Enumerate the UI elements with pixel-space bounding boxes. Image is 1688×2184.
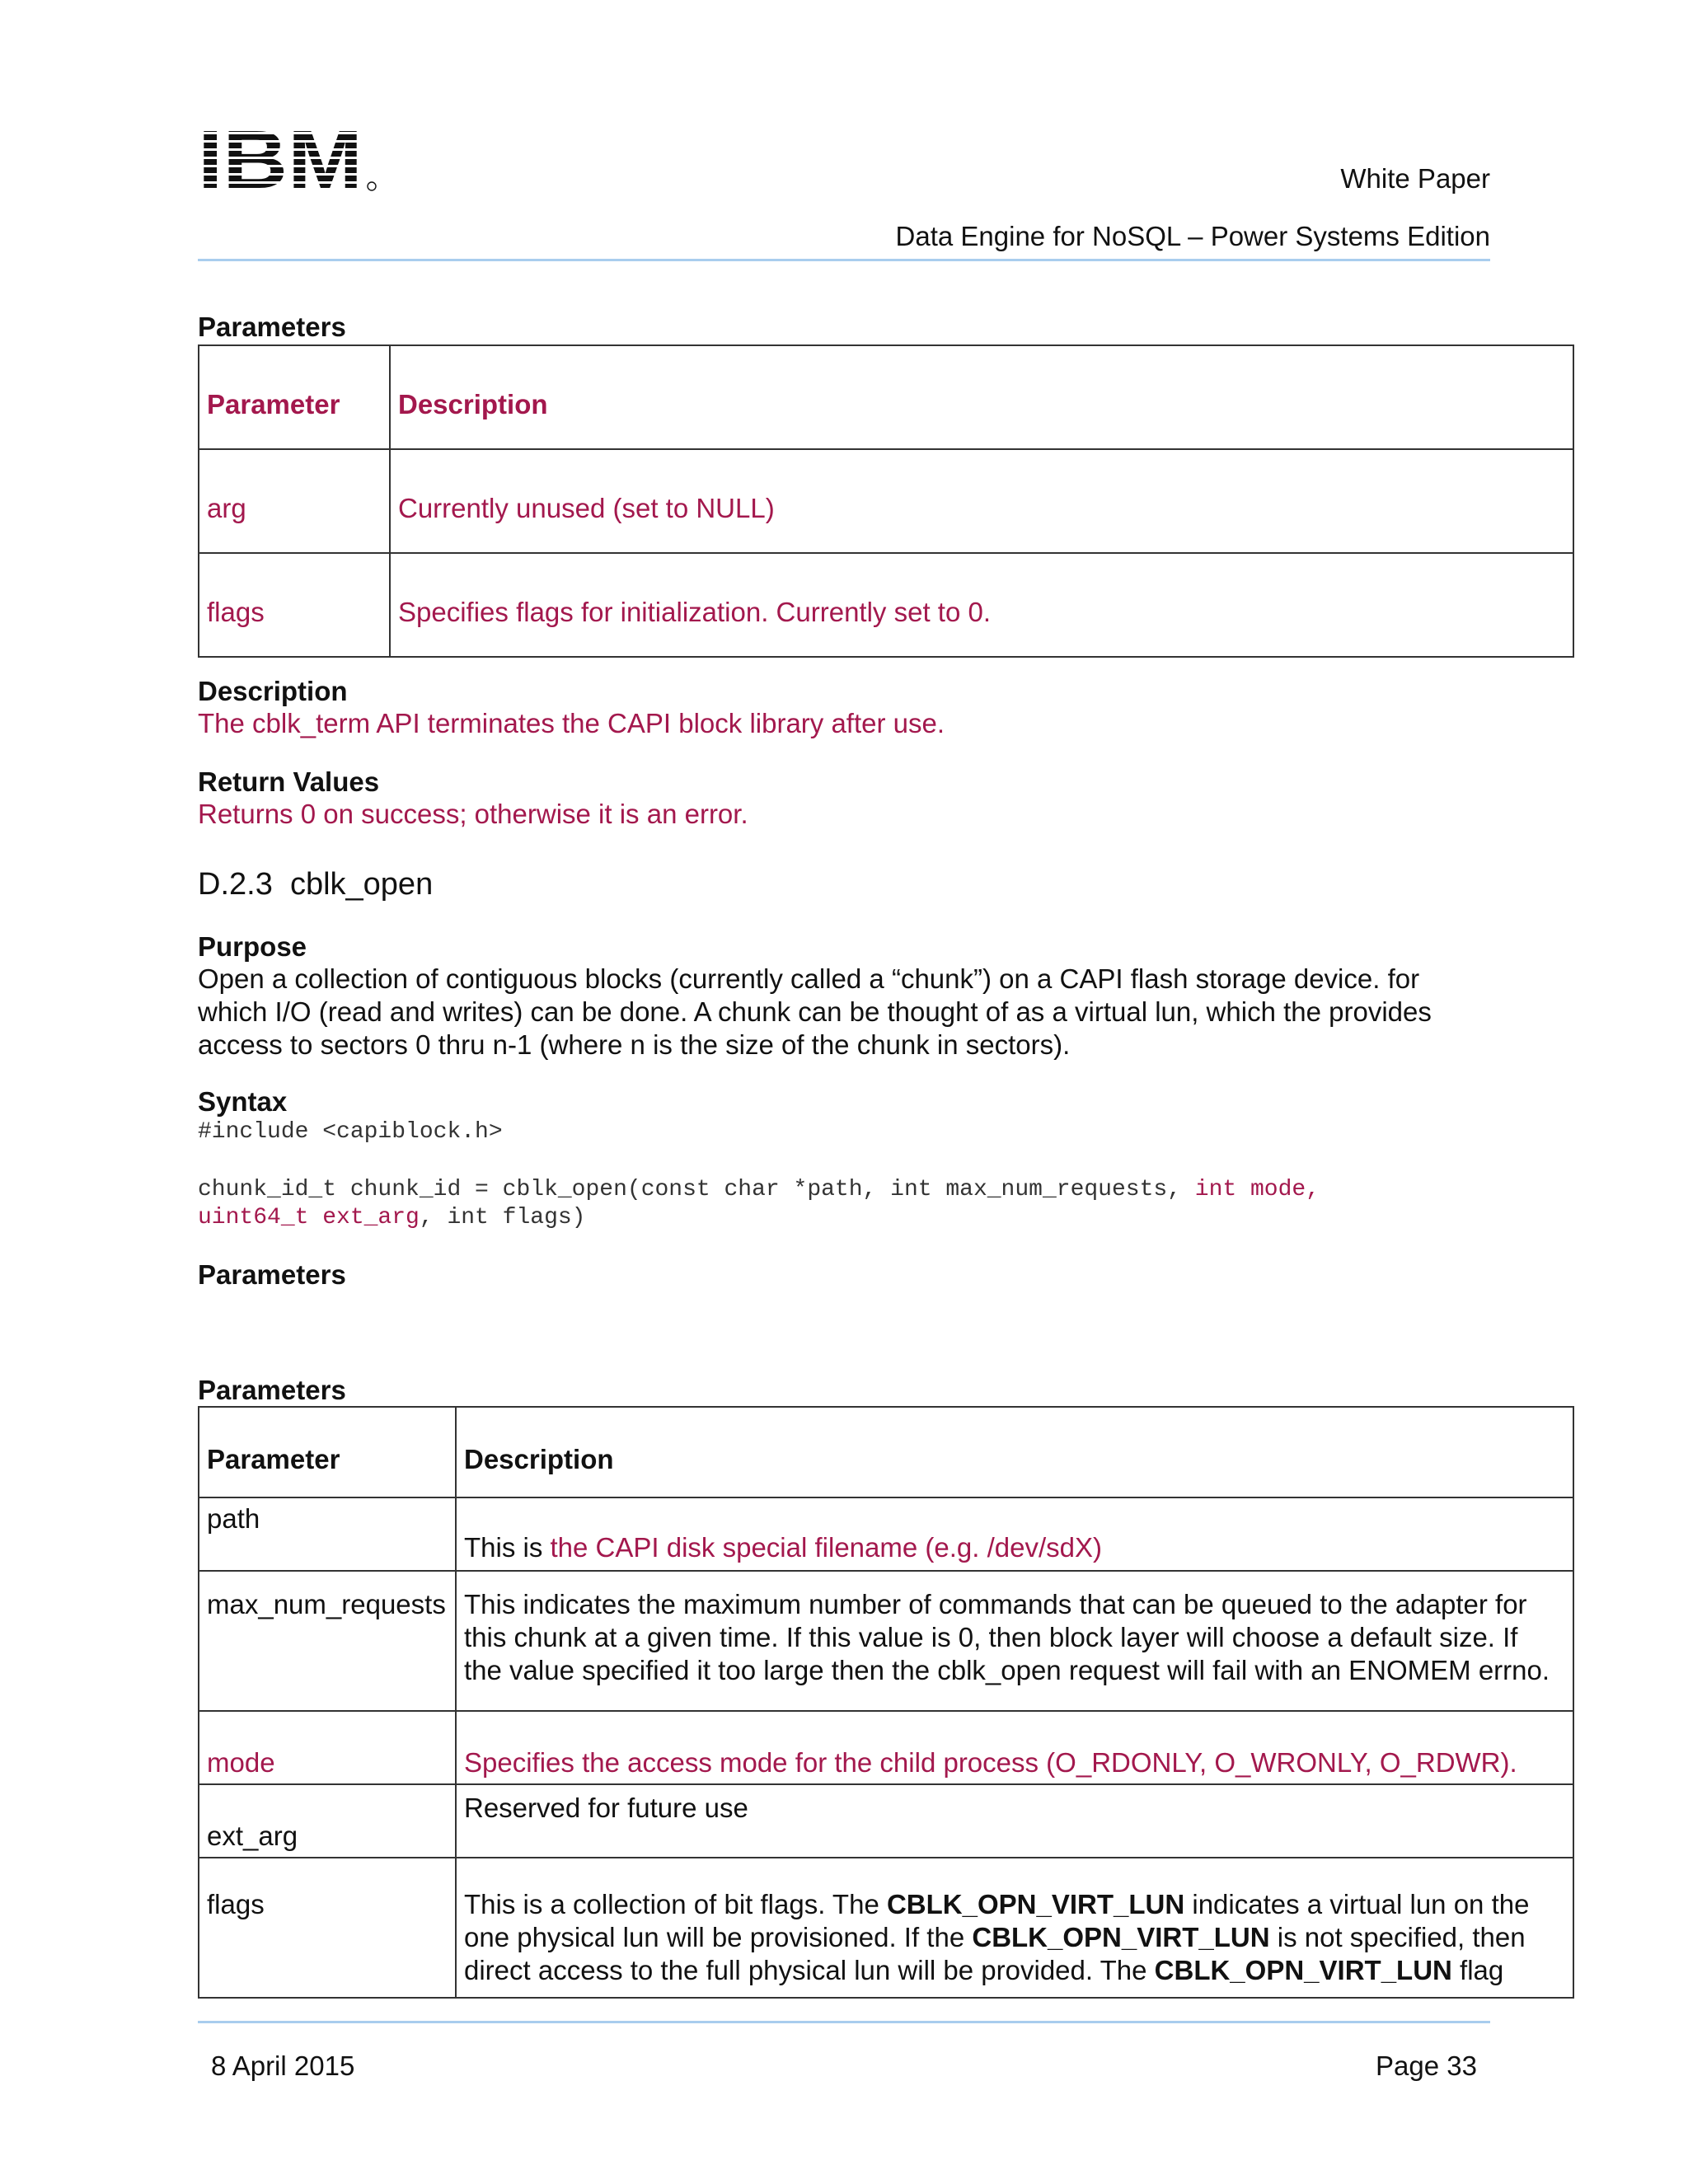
desc-line: This indicates the maximum number of commands that can be queued to the adapter for: [464, 1589, 1527, 1619]
column-header: Parameter: [199, 345, 390, 449]
param-name: ext_arg: [199, 1784, 456, 1858]
purpose-line: Open a collection of contiguous blocks (currently called a “chunk”) on a CAPI flash storage device. for: [198, 963, 1420, 994]
section-number: D.2.3: [198, 867, 273, 902]
desc-text-highlight: the CAPI disk special filename (e.g. /dev/sdX): [550, 1532, 1102, 1563]
description-text: The cblk_term API terminates the CAPI block library after use.: [198, 708, 945, 738]
syntax-text-highlight: int mode,: [1194, 1177, 1320, 1202]
parameters-table-1: [198, 344, 1574, 658]
desc-line: [464, 1954, 1565, 1987]
syntax-text: chunk_id_t chunk_id = cblk_open(const char *path, int max_num_requests,: [198, 1177, 1195, 1202]
table-row: [199, 1784, 1573, 1858]
return-values-heading: Return Values: [198, 766, 380, 797]
syntax-line: [198, 1177, 1320, 1202]
table-row: [199, 1571, 1573, 1711]
return-values-text: Returns 0 on success; otherwise it is an error.: [198, 799, 748, 829]
param-name: arg: [199, 449, 390, 553]
desc-line: [464, 1921, 1565, 1954]
section-heading: [198, 867, 433, 902]
section-title: cblk_open: [289, 867, 434, 902]
param-description: Specifies the access mode for the child process (O_RDONLY, O_WRONLY, O_RDWR).: [456, 1711, 1573, 1784]
desc-text: one physical lun will be provisioned. If the: [464, 1922, 973, 1952]
desc-text: indicates a virtual lun on the: [1184, 1889, 1530, 1919]
header-doc-title: Data Engine for NoSQL – Power Systems Edition: [895, 221, 1490, 251]
table-row: [199, 553, 1573, 657]
table-header-row: [199, 1407, 1573, 1497]
desc-flag-name: CBLK_OPN_VIRT_LUN: [972, 1922, 1270, 1952]
param-description: Reserved for future use: [456, 1784, 1573, 1858]
param-name: path: [199, 1497, 456, 1571]
syntax-heading: Syntax: [198, 1086, 288, 1117]
syntax-text-highlight: uint64_t ext_arg: [198, 1205, 420, 1230]
column-header: Description: [390, 345, 1573, 449]
param-name: max_num_requests: [199, 1571, 456, 1711]
param-name: flags: [199, 553, 390, 657]
column-header: Parameter: [199, 1407, 456, 1497]
desc-text: This is: [464, 1532, 551, 1563]
desc-text: flag: [1451, 1955, 1504, 1985]
footer-rule: [198, 2021, 1490, 2023]
purpose-line: access to sectors 0 thru n-1 (where n is the size of the chunk in sectors).: [198, 1029, 1071, 1060]
table-row: [199, 1497, 1573, 1571]
table-header-row: [199, 345, 1573, 449]
column-header: Description: [456, 1407, 1573, 1497]
param-description: [456, 1571, 1573, 1711]
desc-text: direct access to the full physical lun will be provided. The: [464, 1955, 1155, 1985]
table1-caption: Parameters: [198, 312, 346, 342]
header-doc-type: White Paper: [1340, 163, 1490, 194]
param-description: Currently unused (set to NULL): [390, 449, 1573, 553]
param-name: flags: [199, 1858, 456, 1998]
param-description: [456, 1497, 1573, 1571]
parameters-heading: Parameters: [198, 1375, 346, 1405]
header-rule: [198, 259, 1490, 261]
param-description: Specifies flags for initialization. Currently set to 0.: [390, 553, 1573, 657]
description-heading: Description: [198, 676, 348, 706]
param-name: mode: [199, 1711, 456, 1784]
desc-line: the value specified it too large then the cblk_open request will fail with an ENOMEM errno.: [464, 1655, 1550, 1685]
table-row: [199, 449, 1573, 553]
table-row: [199, 1858, 1573, 1998]
syntax-include: #include <capiblock.h>: [198, 1119, 503, 1145]
desc-flag-name: CBLK_OPN_VIRT_LUN: [886, 1889, 1185, 1919]
table-row: [199, 1711, 1573, 1784]
parameters-table-2: [198, 1406, 1574, 1999]
desc-text: This is a collection of bit flags. The: [464, 1889, 887, 1919]
desc-text: is not specified, then: [1269, 1922, 1526, 1952]
param-description: [456, 1858, 1573, 1998]
syntax-line: [198, 1205, 585, 1230]
purpose-line: which I/O (read and writes) can be done. A chunk can be thought of as a virtual lun, which the provides: [198, 996, 1432, 1027]
footer-date: 8 April 2015: [211, 2050, 355, 2081]
ibm-logo: [198, 122, 379, 193]
footer-page-number: Page 33: [1376, 2050, 1477, 2081]
syntax-text: , int flags): [419, 1205, 586, 1230]
parameters-heading: Parameters: [198, 1259, 346, 1290]
desc-flag-name: CBLK_OPN_VIRT_LUN: [1154, 1955, 1452, 1985]
desc-line: this chunk at a given time. If this value is 0, then block layer will choose a default size. If: [464, 1622, 1518, 1652]
desc-line: [464, 1888, 1565, 1921]
purpose-heading: Purpose: [198, 931, 307, 962]
